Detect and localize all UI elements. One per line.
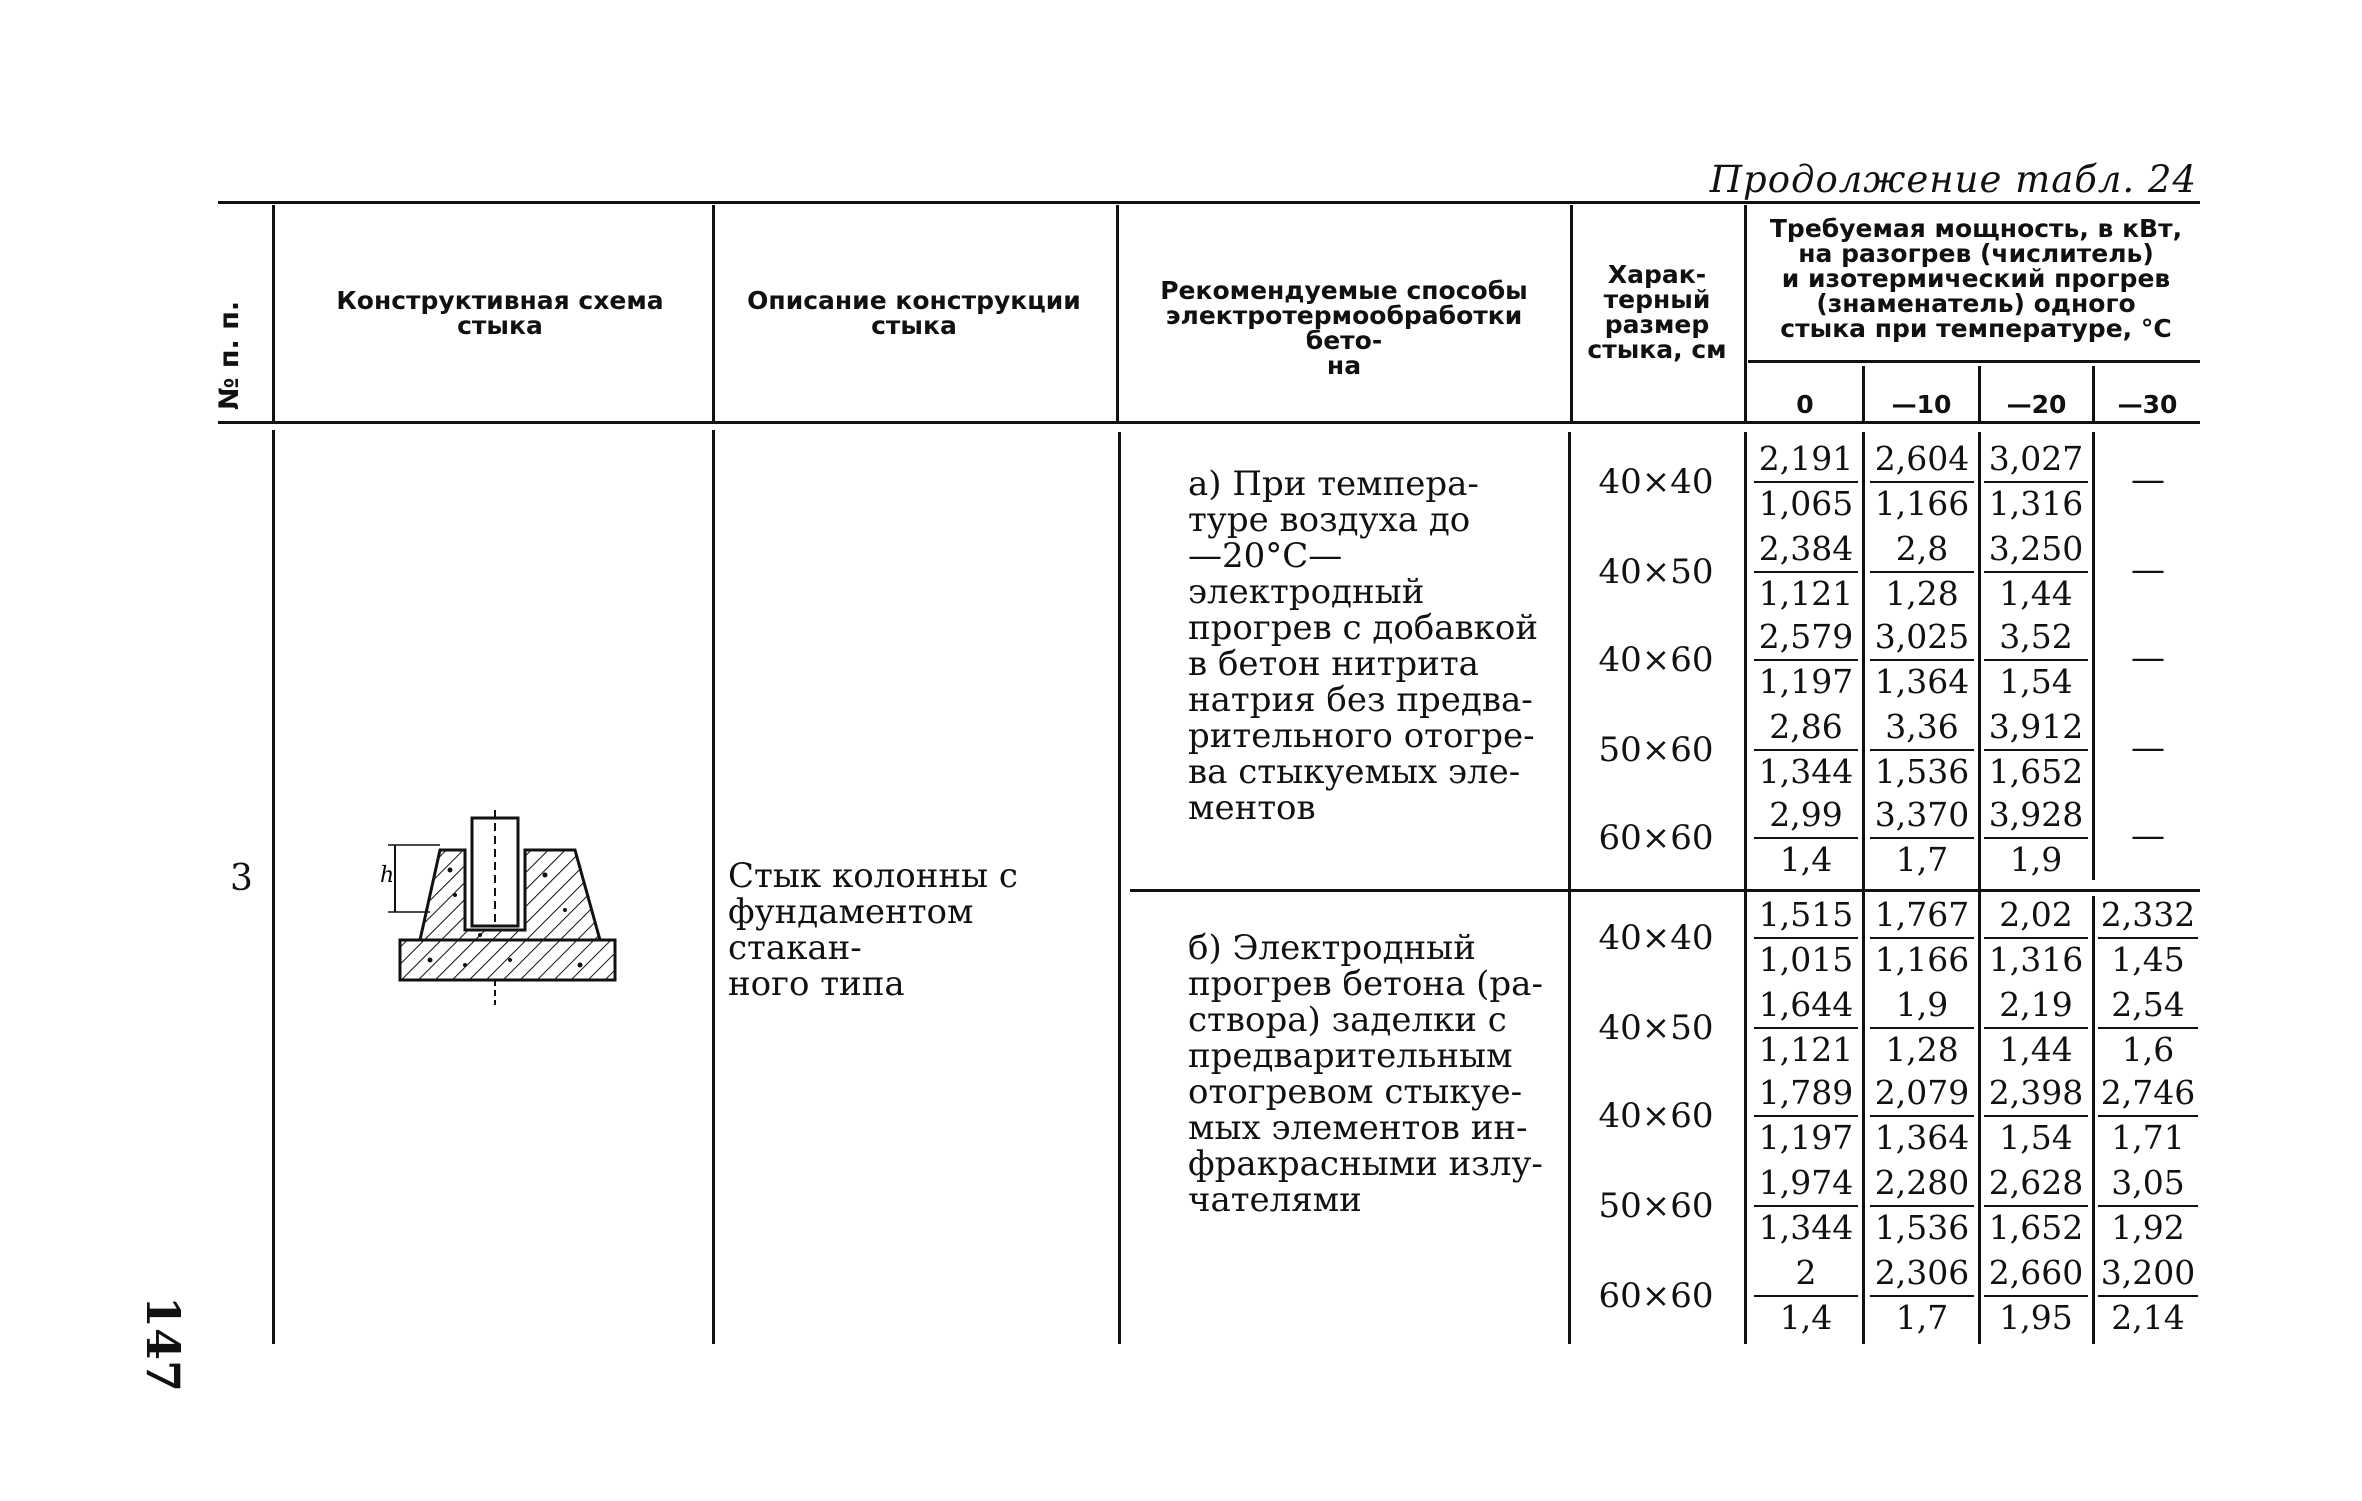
value-cell: $\frac{2,398}{1,54}$ bbox=[1980, 1074, 2092, 1157]
col-line-3b bbox=[1118, 432, 1121, 1344]
value-cell: $\frac{3,52}{1,54}$ bbox=[1980, 618, 2092, 701]
size-b-4: 50×60 bbox=[1598, 1186, 1714, 1226]
value-cell: $\frac{2,384}{1,121}$ bbox=[1750, 530, 1862, 613]
value-cell: $\frac{2,660}{1,95}$ bbox=[1980, 1254, 2092, 1337]
power-subheader-rule bbox=[1748, 360, 2200, 363]
diagram-label-h: h bbox=[380, 863, 395, 888]
value-cell: $\frac{2,54}{1,6}$ bbox=[2094, 986, 2202, 1069]
size-b-5: 60×60 bbox=[1598, 1276, 1714, 1316]
value-cell: $\frac{3,05}{1,92}$ bbox=[2094, 1164, 2202, 1247]
table-top-rule bbox=[218, 201, 2200, 204]
size-b-1: 40×40 bbox=[1598, 918, 1714, 958]
value-cell: $\frac{2,604}{1,166}$ bbox=[1866, 440, 1978, 523]
method-b-text: б) Электродный прогрев бетона (ра- створа) заделки с предварительным отогревом стыкуе- мых элементов ин- фракрасными излу- чателями bbox=[1188, 928, 1543, 1220]
empty-dash: — bbox=[2131, 638, 2165, 678]
value-cell: $\frac{3,912}{1,652}$ bbox=[1980, 708, 2092, 791]
method-a-text: а) При темпера- туре воздуха до —20°С—электродный прогрев с добавкой в бетон нитрита натрия без предва- рительного отогре- ва стыкуемых эле- ментов bbox=[1188, 464, 1539, 828]
size-b-2: 40×50 bbox=[1598, 1008, 1714, 1048]
col-line-5 bbox=[1744, 205, 1747, 421]
value-cell: $\frac{2,332}{1,45}$ bbox=[2094, 896, 2202, 979]
value-cell: $\frac{2,079}{1,364}$ bbox=[1866, 1074, 1978, 1157]
empty-dash: — bbox=[2131, 550, 2165, 590]
value-cell: $\frac{3,025}{1,364}$ bbox=[1866, 618, 1978, 701]
joint-description: Стык колонны с фундаментом стакан- ного типа bbox=[728, 856, 1018, 1004]
value-cell: $\frac{1,767}{1,166}$ bbox=[1866, 896, 1978, 979]
table-caption: Продолжение табл. 24 bbox=[1709, 158, 2197, 201]
value-cell: $\frac{2,579}{1,197}$ bbox=[1750, 618, 1862, 701]
col-line-4b bbox=[1568, 432, 1571, 1344]
value-cell: $\frac{3,928}{1,9}$ bbox=[1980, 796, 2092, 879]
header-temp-20: —20 bbox=[2006, 390, 2067, 419]
value-cell: $\frac{1,974}{1,344}$ bbox=[1750, 1164, 1862, 1247]
header-temp-30: —30 bbox=[2117, 390, 2178, 419]
value-cell: $\frac{2,02}{1,316}$ bbox=[1980, 896, 2092, 979]
header-power: Требуемая мощность, в кВт, на разогрев (числитель) и изотермический прогрев (знаменатель) одного стыка при температуре, °С bbox=[1769, 214, 2183, 343]
value-cell: $\frac{1,9}{1,28}$ bbox=[1866, 986, 1978, 1069]
value-cell: $\frac{2,191}{1,065}$ bbox=[1750, 440, 1862, 523]
value-cell: $\frac{3,370}{1,7}$ bbox=[1866, 796, 1978, 879]
value-cell: $\frac{2,628}{1,652}$ bbox=[1980, 1164, 2092, 1247]
header-temp-0: 0 bbox=[1796, 390, 1814, 419]
value-cell: $\frac{1,789}{1,197}$ bbox=[1750, 1074, 1862, 1157]
col-line-2b bbox=[712, 430, 715, 1344]
header-num: № п. п. bbox=[214, 300, 245, 410]
page-number: 147 bbox=[136, 1296, 190, 1393]
size-a-3: 40×60 bbox=[1598, 640, 1714, 680]
header-temp-10: —10 bbox=[1891, 390, 1952, 419]
col-line-3 bbox=[1116, 205, 1119, 421]
value-cell: $\frac{1,644}{1,121}$ bbox=[1750, 986, 1862, 1069]
empty-dash: — bbox=[2131, 816, 2165, 856]
header-methods: Рекомендуемые способы электротермообработки бето- на bbox=[1160, 276, 1528, 380]
value-cell: $\frac{3,36}{1,536}$ bbox=[1866, 708, 1978, 791]
value-cell: $\frac{2,8}{1,28}$ bbox=[1866, 530, 1978, 613]
header-scheme: Конструктивная схема стыка bbox=[336, 286, 664, 340]
value-cell: $\frac{3,027}{1,316}$ bbox=[1980, 440, 2092, 523]
value-cell: $\frac{2}{1,4}$ bbox=[1750, 1254, 1862, 1337]
header-bottom-rule bbox=[218, 421, 2200, 424]
col-line-1 bbox=[272, 205, 275, 421]
value-cell: $\frac{3,250}{1,44}$ bbox=[1980, 530, 2092, 613]
row-number: 3 bbox=[230, 858, 253, 899]
value-cell: $\frac{3,200}{2,14}$ bbox=[2094, 1254, 2202, 1337]
value-cell: $\frac{2,86}{1,344}$ bbox=[1750, 708, 1862, 791]
size-a-2: 40×50 bbox=[1598, 552, 1714, 592]
header-size: Харак- терный размер стыка, см bbox=[1587, 260, 1727, 364]
joint-diagram bbox=[360, 800, 630, 1010]
size-a-4: 50×60 bbox=[1598, 730, 1714, 770]
value-cell: $\frac{2,746}{1,71}$ bbox=[2094, 1074, 2202, 1157]
value-cell: $\frac{2,99}{1,4}$ bbox=[1750, 796, 1862, 879]
col-line-5b bbox=[1744, 432, 1747, 1344]
empty-dash: — bbox=[2131, 460, 2165, 500]
value-cell: $\frac{2,306}{1,7}$ bbox=[1866, 1254, 1978, 1337]
value-cell: $\frac{2,19}{1,44}$ bbox=[1980, 986, 2092, 1069]
col-line-t1b bbox=[1862, 432, 1865, 1344]
size-b-3: 40×60 bbox=[1598, 1096, 1714, 1136]
size-a-1: 40×40 bbox=[1598, 462, 1714, 502]
col-line-4 bbox=[1570, 205, 1573, 421]
value-cell: $\frac{2,280}{1,536}$ bbox=[1866, 1164, 1978, 1247]
value-cell: $\frac{1,515}{1,015}$ bbox=[1750, 896, 1862, 979]
size-a-5: 60×60 bbox=[1598, 818, 1714, 858]
group-divider-rule bbox=[1130, 889, 2200, 892]
header-description: Описание конструкции стыка bbox=[747, 286, 1081, 340]
col-line-1b bbox=[272, 430, 275, 1344]
empty-dash: — bbox=[2131, 728, 2165, 768]
col-line-2 bbox=[712, 205, 715, 421]
